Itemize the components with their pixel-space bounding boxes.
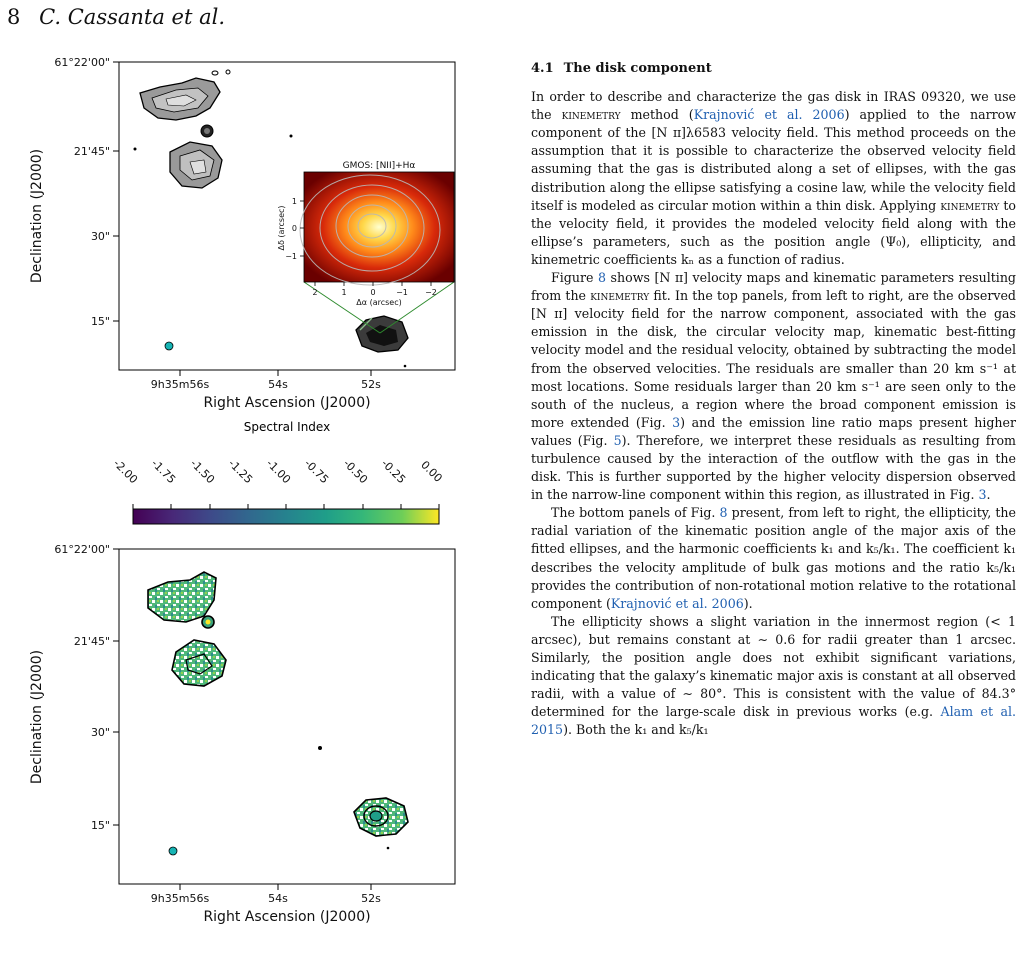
- top-ytick-0: 61°22'00": [54, 56, 110, 69]
- bot-xtick-0: 9h35m56s: [150, 892, 210, 905]
- inset-ytick-2: −1: [285, 252, 297, 261]
- cbar-tick-7: -0.25: [378, 456, 409, 487]
- colorbar-label: Spectral Index: [243, 420, 331, 434]
- inset-ytick-1: 0: [291, 224, 297, 233]
- cbar-tick-6: -0.50: [340, 456, 371, 487]
- page-number: 8: [7, 5, 21, 29]
- top-xtick-0: 9h35m56s: [150, 378, 210, 391]
- bot-ylabel: Declination (J2000): [29, 649, 45, 785]
- beam-ellipse: [165, 342, 173, 350]
- citation-link[interactable]: Krajnović et al. 2006: [693, 107, 845, 123]
- cbar-tick-8: 0.00: [418, 458, 445, 485]
- top-xtick-2: 52s: [361, 378, 381, 391]
- section-heading: 4.1 The disk component: [531, 61, 712, 76]
- bot-xtick-1: 54s: [268, 892, 288, 905]
- top-ytick-1: 21'45": [73, 145, 110, 158]
- paragraph-1: In order to describe and characterize the gas disk in IRAS 09320, we use the kinemetry method (Krajnović et al. 2006) applied to the narrow component of the [N ɪɪ]λ6583 velocity field. This method proceeds on the assumption that it is possible to characterize the observed velocity field assuming that the gas is distributed along a set of ellipses, with the gas distribution along the ellipse satisfying a cosine law, while the velocity field itself is modeled as circular motion within a thin disk. Applying kinemetry to the velocity field, it provides the modeled velocity field along with the ellipse’s parameters, such as the position angle (Ψ₀), ellipticity, and kinemetric coefficients kₙ as a function of radius.: [531, 89, 1016, 267]
- figure-link[interactable]: 3: [978, 487, 987, 503]
- bot-ytick-1: 21'45": [73, 635, 110, 648]
- top-ytick-2: 30": [90, 230, 110, 243]
- inset-xtick-2: 0: [370, 288, 376, 297]
- cbar-tick-3: -1.25: [225, 456, 256, 487]
- bot-ytick-0: 61°22'00": [54, 543, 110, 556]
- paragraph-2: Figure 8 shows [N ɪɪ] velocity maps and kinematic parameters resulting from the kinemetry fit. In the top panels, from left to right, are the observed [N ɪɪ] velocity field for the narrow component, associated with the gas emission in the disk, the circular velocity map, kinematic best-fitting velocity model and the residual velocity, obtained by subtracting the model from the observed velocities. The residuals are smaller than 20 km s⁻¹ at most locations. Some residuals larger than 20 km s⁻¹ are seen only to the south of the nucleus, a region where the broad component emission is more extended (Fig. 3) and the emission line ratio maps present higher values (Fig. 5). Therefore, we interpret these residuals as resulting from turbulence caused by the interaction of the outflow with the gas in the disk. This is further supported by the higher velocity dispersion observed in the narrow-line component within this region, as illustrated in Fig. 3.: [531, 270, 1016, 503]
- top-xtick-1: 54s: [268, 378, 288, 391]
- bot-ytick-2: 30": [90, 726, 110, 739]
- citation-link[interactable]: Alam et al. 2015: [531, 704, 1016, 738]
- top-xlabel: Right Ascension (J2000): [203, 395, 371, 411]
- inset-ytick-0: 1: [291, 197, 297, 206]
- gmos-inset: [300, 172, 454, 286]
- bot-xlabel: Right Ascension (J2000): [203, 909, 371, 925]
- top-ylabel: Declination (J2000): [29, 148, 45, 284]
- figure-link[interactable]: 8: [597, 270, 606, 286]
- figure-link[interactable]: 8: [719, 505, 728, 521]
- paragraph-4: The ellipticity shows a slight variation in the innermost region (< 1 arcsec), but remains constant at ∼ 0.6 for radii greater than 1 arcsec. Similarly, the position angle does not exhibit significant variations, indicating that the galaxy’s kinematic major axis is constant at all observed radii, with a value of ∼ 80°. This is consistent with the value of 84.3° determined for the large-scale disk in previous works (e.g. Alam et al. 2015). Both the k₁ and k₅/k₁: [531, 613, 1016, 738]
- author-line: C. Cassanta et al.: [39, 5, 226, 29]
- cbar-tick-0: -2.00: [110, 456, 141, 487]
- inset-xtick-0: 2: [312, 288, 318, 297]
- cbar-tick-1: -1.75: [148, 456, 179, 487]
- section-4-1: [531, 60, 1016, 739]
- inset-xtick-1: 1: [341, 288, 347, 297]
- citation-link[interactable]: Krajnović et al. 2006: [610, 595, 744, 611]
- spectral-index-colorbar: [111, 420, 445, 524]
- paragraph-3: The bottom panels of Fig. 8 present, from left to right, the ellipticity, the radial variation of the kinematic position angle of the major axis of the fitted ellipses, and the harmonic coefficients k₁ and k₅/k₁. The coefficient k₁ describes the velocity amplitude of bulk gas motions and the ratio k₅/k₁ provides the contribution of non-rotational motion relative to the rotational component (Krajnović et al. 2006).: [531, 505, 1016, 611]
- inset-xtick-4: −2: [425, 288, 437, 297]
- figure-link[interactable]: 5: [613, 432, 622, 448]
- inset-xtick-3: −1: [396, 288, 408, 297]
- cbar-tick-4: -1.00: [263, 456, 294, 487]
- inset-xlabel: Δα (arcsec): [356, 298, 402, 307]
- top-ytick-3: 15": [90, 315, 110, 328]
- figure-link[interactable]: 3: [672, 414, 681, 430]
- inset-ylabel: Δδ (arcsec): [277, 205, 286, 251]
- cbar-tick-2: -1.50: [187, 456, 218, 487]
- bottom-spectral-map: [113, 549, 455, 890]
- inset-title: GMOS: [NII]+Hα: [342, 161, 416, 171]
- cbar-tick-5: -0.75: [301, 456, 332, 487]
- bot-ytick-3: 15": [90, 819, 110, 832]
- bot-xtick-2: 52s: [361, 892, 381, 905]
- beam-ellipse-bottom: [169, 847, 177, 855]
